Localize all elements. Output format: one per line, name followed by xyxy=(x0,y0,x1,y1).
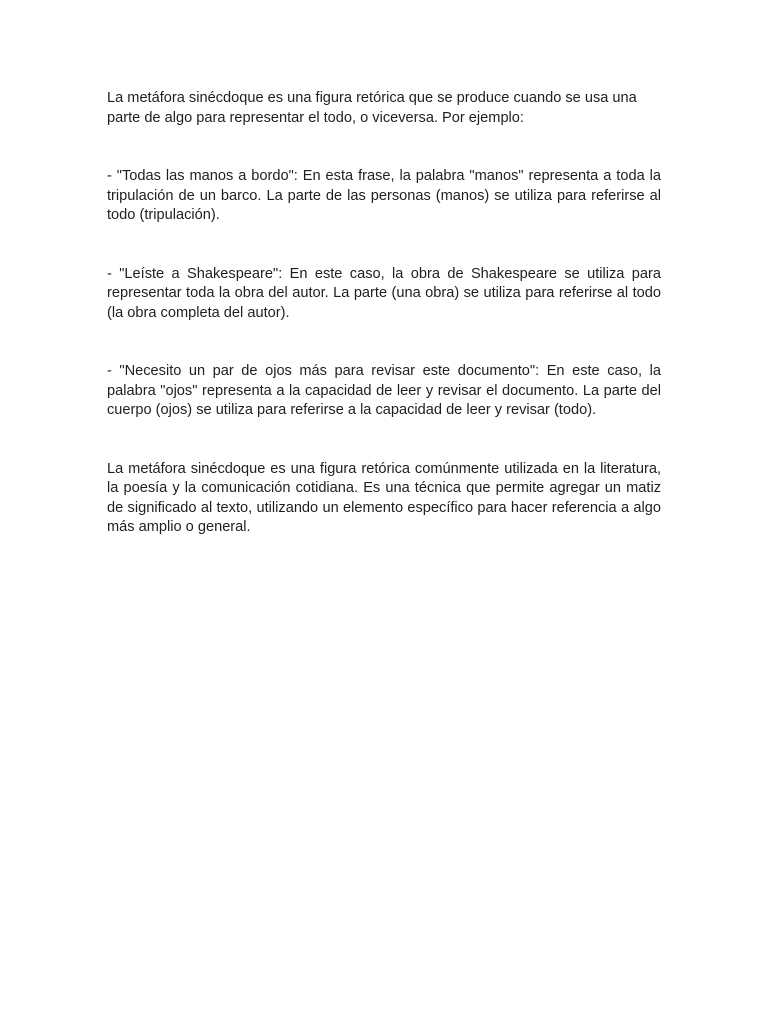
example-paragraph-2: - "Leíste a Shakespeare": En este caso, la obra de Shakespeare se utiliza para representar toda la obra del autor. La parte (una obra) se utiliza para referirse al todo (la obra completa del autor). xyxy=(107,265,661,321)
example-paragraph-1: - "Todas las manos a bordo": En esta frase, la palabra "manos" representa a toda la tripulación de un barco. La parte de las personas (manos) se utiliza para referirse al todo (tripulación). xyxy=(107,168,661,223)
example-paragraph-3: - "Necesito un par de ojos más para revisar este documento": En este caso, la palabra "ojos" representa a la capacidad de leer y revisar el documento. La parte del cuerpo (ojos) se utiliza para referirse a la capacidad de leer y revisar (todo). xyxy=(107,363,661,418)
intro-paragraph: La metáfora sinécdoque es una figura retórica que se produce cuando se usa una parte de algo para representar el todo, o viceversa. Por ejemplo: xyxy=(107,90,637,126)
conclusion-paragraph: La metáfora sinécdoque es una figura retórica comúnmente utilizada en la literatura, la poesía y la comunicación cotidiana. Es una técnica que permite agregar un matiz de significado al texto, utilizando un elemento específico para hacer referencia a algo más amplio o general. xyxy=(107,460,661,535)
